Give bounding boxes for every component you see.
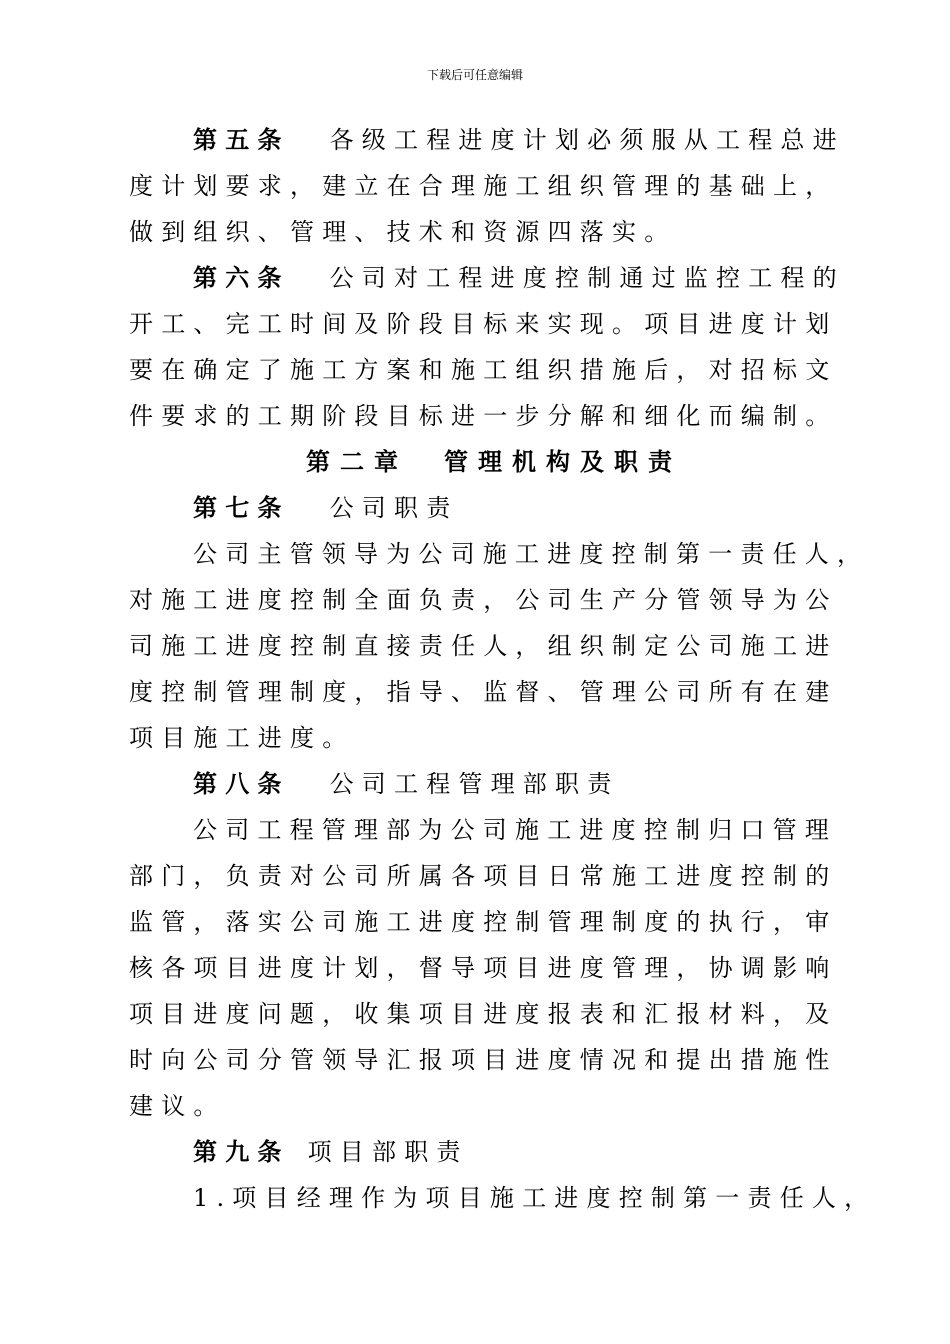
article-8-line-1: 公司工程管理部为公司施工进度控制归口管理 [193,816,837,844]
article-7-line-4: 度控制管理制度，指导、监督、管理公司所有在建 [129,678,838,706]
article-9-title: 第九条 [193,1137,290,1166]
article-7-line-2: 对施工进度控制全面负责，公司生产分管领导为公 [129,586,838,614]
article-6-line-2: 开工、完工时间及阶段目标来实现。项目进度计划 [129,310,838,338]
article-8-line-4: 核各项目进度计划，督导项目进度管理，协调影响 [129,954,838,982]
article-5-line-1 [129,117,845,163]
article-8-line-5: 项目进度问题，收集项目进度报表和汇报材料，及 [129,1000,838,1028]
article-7-line-1: 公司主管领导为公司施工进度控制第一责任人， [193,540,870,568]
page-header: 下载后可任意编辑 [426,68,523,82]
article-8-line-3: 监管，落实公司施工进度控制管理制度的执行，审 [129,908,838,936]
document-body [129,117,877,1221]
article-8-heading [129,761,839,807]
chapter-number: 第二章 [306,447,408,476]
article-8-title: 第八条 [193,769,290,798]
article-5-title: 第五条 [193,125,290,154]
article-9-heading [129,1129,839,1175]
article-6-title: 第六条 [193,263,290,292]
article-7-line-3: 司施工进度控制直接责任人，组织制定公司施工进 [129,632,838,660]
article-6-text: 公司对工程进度控制通过监控工程的 [329,264,845,292]
article-8-line-7: 建议。 [129,1092,226,1120]
article-8-line-2: 部门，负责对公司所属各项目日常施工进度控制的 [129,862,838,890]
article-6-line-4: 件要求的工期阶段目标进一步分解和细化而编制。 [129,402,838,430]
chapter-title: 管理机构及职责 [444,447,682,476]
article-5-line-2: 度计划要求，建立在合理施工组织管理的基础上， [129,172,838,200]
article-7-subtitle: 公司职责 [329,494,459,522]
article-7-title: 第七条 [193,493,290,522]
article-7-heading [129,485,839,531]
article-7-line-5: 项目施工进度。 [129,724,355,752]
article-6-line-3: 要在确定了施工方案和施工组织措施后，对招标文 [129,356,838,384]
article-5-text: 各级工程进度计划必须服从工程总进 [329,126,845,154]
article-9-subtitle: 项目部职责 [307,1138,469,1166]
article-9-line-1: 1.项目经理作为项目施工进度控制第一责任人， [193,1184,877,1212]
article-8-line-6: 时向公司分管领导汇报项目进度情况和提出措施性 [129,1046,838,1074]
article-5-line-3: 做到组织、管理、技术和资源四落实。 [129,218,677,246]
article-6-line-1 [129,255,845,301]
chapter-heading [129,439,839,485]
article-8-subtitle: 公司工程管理部职责 [329,770,620,798]
